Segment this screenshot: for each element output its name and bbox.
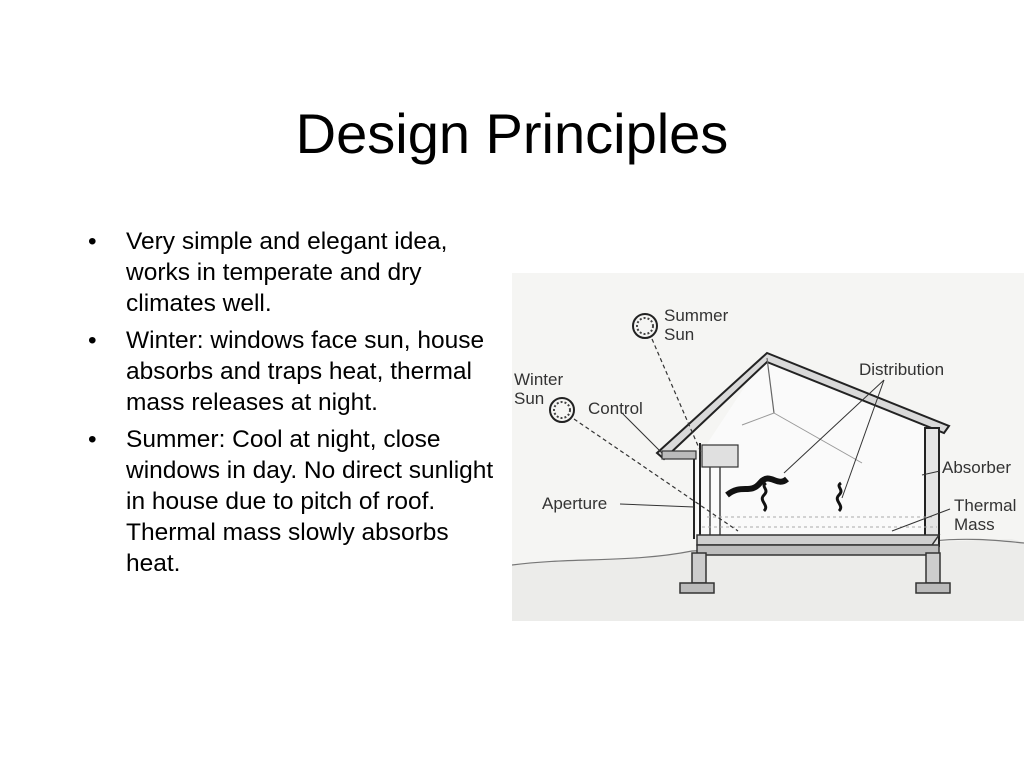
diagram-svg bbox=[512, 273, 1024, 621]
slide-title: Design Principles bbox=[295, 102, 729, 165]
left-pier bbox=[692, 553, 706, 583]
passive-solar-house-diagram bbox=[512, 273, 1024, 621]
distribution-label: Distribution bbox=[859, 360, 945, 379]
bullet-item bbox=[88, 325, 498, 418]
right-footing bbox=[916, 583, 950, 593]
aperture-leader bbox=[620, 504, 694, 507]
summer-sun-label: Summer bbox=[664, 306, 729, 325]
winter-sun-icon bbox=[550, 398, 574, 422]
bullet-text: Winter: windows face sun, house absorbs and traps heat, thermal mass releases at night. bbox=[126, 327, 485, 416]
window-blind bbox=[702, 445, 738, 467]
summer-sun-icon bbox=[633, 314, 657, 338]
aperture-label: Aperture bbox=[542, 494, 608, 513]
winter-sun-label: Winter bbox=[514, 370, 564, 389]
winter-sun-label: Sun bbox=[514, 389, 545, 408]
summer-sun-label: Sun bbox=[664, 325, 695, 344]
overhang bbox=[662, 451, 696, 459]
absorber-label: Absorber bbox=[942, 458, 1011, 477]
right-pier bbox=[926, 553, 940, 583]
north-wall bbox=[925, 428, 939, 546]
bullet-list bbox=[88, 226, 498, 585]
control-label: Control bbox=[588, 399, 643, 418]
thermal-mass-label: Mass bbox=[954, 515, 995, 534]
bullet-text: Summer: Cool at night, close windows in day. No direct sunlight in house due to pitch of roof. Thermal mass slowly absorbs heat. bbox=[126, 426, 494, 577]
thermal-mass-label: Thermal bbox=[954, 496, 1017, 515]
bullet-text: Very simple and elegant idea, works in temperate and dry climates well. bbox=[126, 228, 448, 317]
bullet-glyph: • bbox=[88, 228, 97, 255]
bullet-glyph: • bbox=[88, 426, 97, 453]
bullet-item bbox=[88, 424, 498, 579]
bullet-item bbox=[88, 226, 498, 319]
thermal-mass-slab bbox=[697, 535, 939, 545]
left-footing bbox=[680, 583, 714, 593]
floor-base bbox=[697, 545, 939, 555]
control-leader bbox=[622, 413, 662, 453]
bullet-glyph: • bbox=[88, 327, 97, 354]
